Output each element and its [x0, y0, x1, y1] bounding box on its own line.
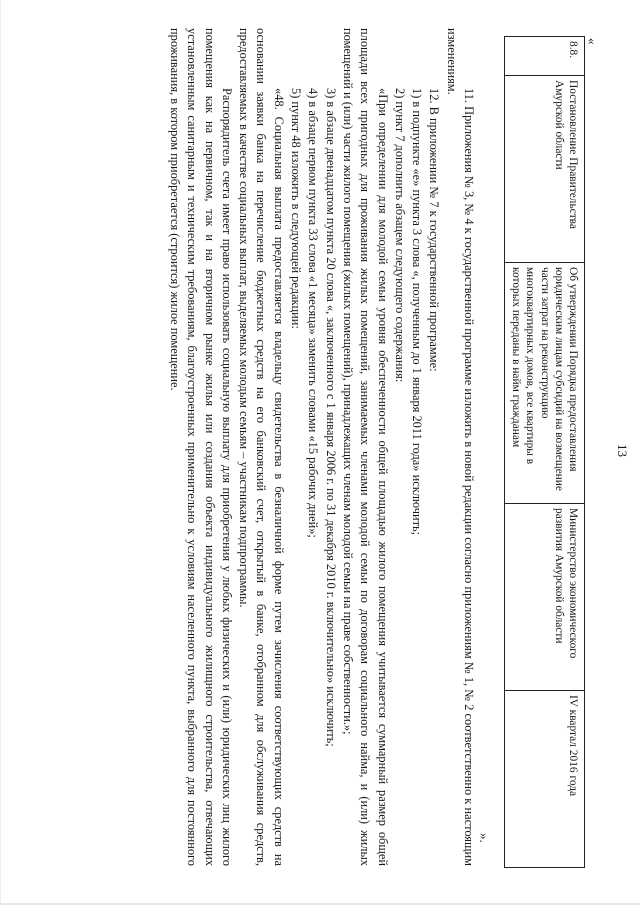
paragraph-subitem-5: 5) пункт 48 изложить в следующей редакции:	[289, 88, 304, 329]
opening-quote: «	[585, 38, 600, 45]
paragraph-account-manager: Распорядитель счета имеет право использовать социальную выплату для приобретения у любых физических и (или) юридических лиц жилого помещения как на первичном, так и на вторичном рынке жилья или создания объекта индивидуального жилищного строительства, отвечающих установленным санитарным и техническим требованиям, благоустроенных применительно к условиям населенного пункта, выбранного для постоянного проживания, в котором приобретается (строится) жилое помещение.	[167, 28, 234, 866]
paragraph-subitem-4: 4) в абзаце первом пункта 33 слова «1 месяца» заменить словами «15 рабочих дней»;	[306, 88, 321, 538]
document-title-cell: Об утверждении Порядка предоставления юридическим лицам субсидий на возмещение части затрат на реконструкцию многоквартирных домов, все квартиры в которых переданы в найм гражданам	[504, 263, 584, 504]
paragraph-subitem-2: 2) пункт 7 дополнить абзацем следующего содержания:	[392, 88, 407, 383]
program-table	[504, 36, 585, 868]
paragraph-quote-48: «48. Социальная выплата предоставляется владельцу свидетельства в безналичной форме путем зачисления соответствующих средств на основании заявки банка на перечисление бюджетных средств на его банковский счет, открытый в банке, отобранном для обслуживания средств, предоставляемых в качестве социальных выплат, выделяемых молодым семьям – участникам подпрограммы.	[237, 28, 286, 866]
paragraph-subitem-3: 3) в абзаце двенадцатом пункта 20 слова «, заключенного с 1 января 2006 г. по 31 декабря 2010 г. включительно» исключить;	[323, 88, 338, 747]
page-number: 13	[615, 444, 630, 457]
body-text	[166, 28, 477, 866]
document-type-cell: Постановление Правительства Амурской области	[504, 76, 584, 263]
paragraph-item-12: 12. В приложении № 7 к государственной программе:	[427, 88, 442, 372]
table-row	[504, 37, 584, 868]
paragraph-subitem-1: 1) в подпункте «е» пункта 3 слова «, полученным до 1 января 2011 года» исключить;	[410, 88, 425, 536]
term-cell: IV квартал 2016 года	[504, 691, 584, 868]
closing-quote: ».	[477, 833, 492, 843]
paragraph-quote-living-space: «При определении для молодой семьи уровня обеспеченности общей площадью жилого помещения учитывается суммарный размер общей площади всех пригодных для проживания жилых помещений, занимаемых членами молодой семьи по договорам социального найма, и (или) жилых помещений и (или) части жилого помещения (жилых помещений), принадлежащих членам молодой семьи на праве собственности.»;	[340, 28, 390, 866]
executor-cell: Министерство экономического развития Амурской области	[504, 504, 584, 691]
paragraph-item-11: 11. Приложения № 3, № 4 к государственной программе изложить в новой редакции согласно приложениям № 1, № 2 соответственно к настоящим изменениям.	[444, 28, 476, 866]
row-number-cell: 8.8.	[504, 37, 584, 76]
rotated-document-page	[70, 28, 635, 873]
